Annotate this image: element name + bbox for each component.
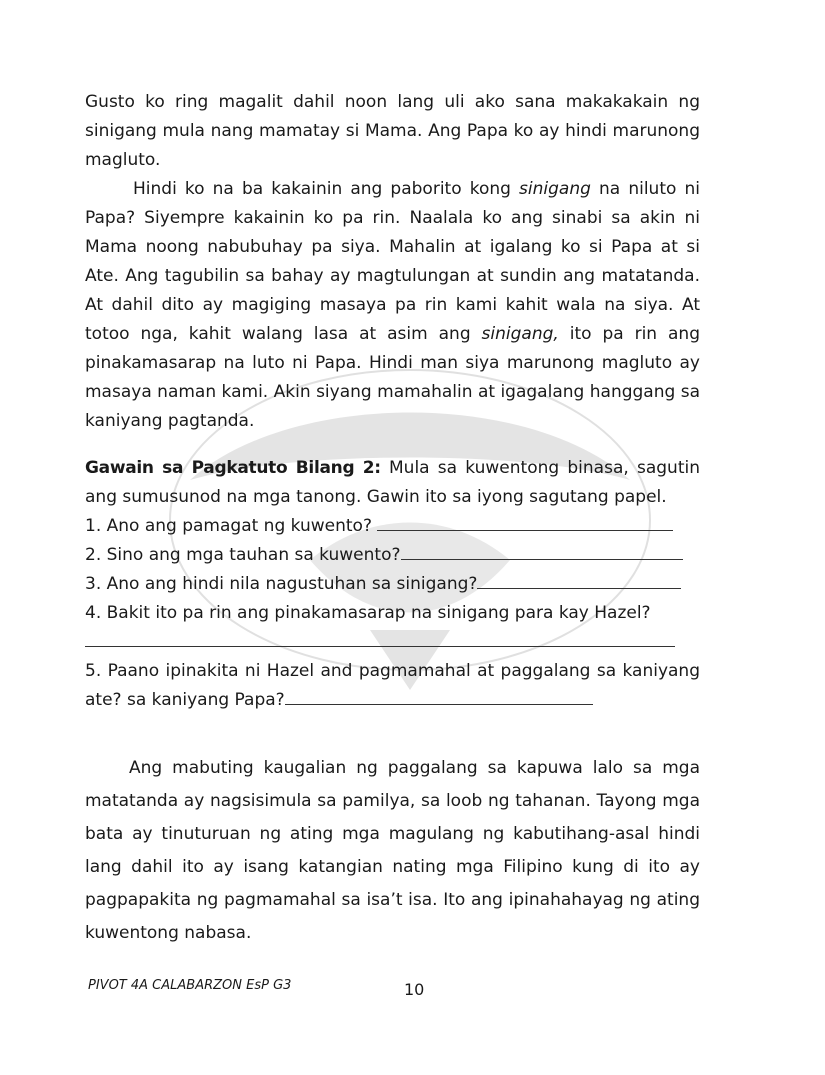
closing-paragraph: Ang mabuting kaugalian ng paggalang sa kapuwa lalo sa mga matatanda ay nagsisimula sa pamilya, sa loob ng tahanan. Tayong mga bata ay tinuturuan ng ating mga magulang ng kabutihang-asal hindi lang dahil ito ay isang katangian nating mga Filipino kung di ito ay pagpapakita ng pagmamahal sa isa’t isa. Ito ang ipinahahayag ng ating kuwentong nabasa. <box>85 758 700 943</box>
question-text: 3. Ano ang hindi nila nagustuhan sa sinigang? <box>85 574 478 594</box>
story-text: ito pa rin ang pinakamasarap na luto ni Papa. Hindi man siya marunong magluto ay masaya naman kami. Akin siyang mamahalin at igagalang hanggang sa kaniyang pagtanda. <box>85 324 700 431</box>
story-text: na niluto ni Papa? Siyempre kakainin ko pa rin. Naalala ko ang sinabi sa akin ni Mama noong nabubuhay pa siya. Mahalin at igalang ko si Papa at si Ate. Ang tagubilin sa bahay ay magtulungan at sundin ang matatanda. At dahil dito ay magiging masaya pa rin kami kahit wala na siya. At totoo nga, kahit walang lasa at asim ang <box>85 179 700 344</box>
question-1 <box>85 512 700 541</box>
activity-instructions <box>85 454 700 512</box>
story-emphasis: sinigang, <box>481 324 559 344</box>
question-4-answer-line <box>85 628 700 657</box>
story-text: Hindi ko na ba kakainin ang paborito kong <box>133 179 520 199</box>
answer-blank[interactable] <box>85 632 675 647</box>
footer-source: PIVOT 4A CALABARZON EsP G3 <box>88 978 292 993</box>
story-paragraph-1: Gusto ko ring magalit dahil noon lang uli ako sana makakakain ng sinigang mula nang mamatay si Mama. Ang Papa ko ay hindi marunong magluto. <box>85 92 700 170</box>
question-5 <box>85 657 700 715</box>
question-text: 5. Paano ipinakita ni Hazel and pagmamahal at paggalang sa kaniyang ate? sa kaniyang Papa? <box>85 661 700 710</box>
story-paragraph-2 <box>85 175 700 436</box>
question-text: 1. Ano ang pamagat ng kuwento? <box>85 516 378 536</box>
answer-blank[interactable] <box>285 690 593 705</box>
question-2 <box>85 541 700 570</box>
question-3 <box>85 570 700 599</box>
activity-label: Gawain sa Pagkatuto Bilang 2: <box>85 458 381 478</box>
story-emphasis: sinigang <box>519 179 591 199</box>
activity-section <box>85 454 700 715</box>
question-4 <box>85 599 700 628</box>
page-number: 10 <box>404 980 425 999</box>
question-text: 2. Sino ang mga tauhan sa kuwento? <box>85 545 401 565</box>
answer-blank[interactable] <box>401 545 683 560</box>
activity-instructions-text: Mula sa kuwentong binasa, sagutin ang sumusunod na mga tanong. Gawin ito sa iyong sagutang papel. <box>85 458 700 507</box>
answer-blank[interactable] <box>377 516 673 531</box>
question-text: 4. Bakit ito pa rin ang pinakamasarap na sinigang para kay Hazel? <box>85 603 651 623</box>
answer-blank[interactable] <box>477 574 681 589</box>
